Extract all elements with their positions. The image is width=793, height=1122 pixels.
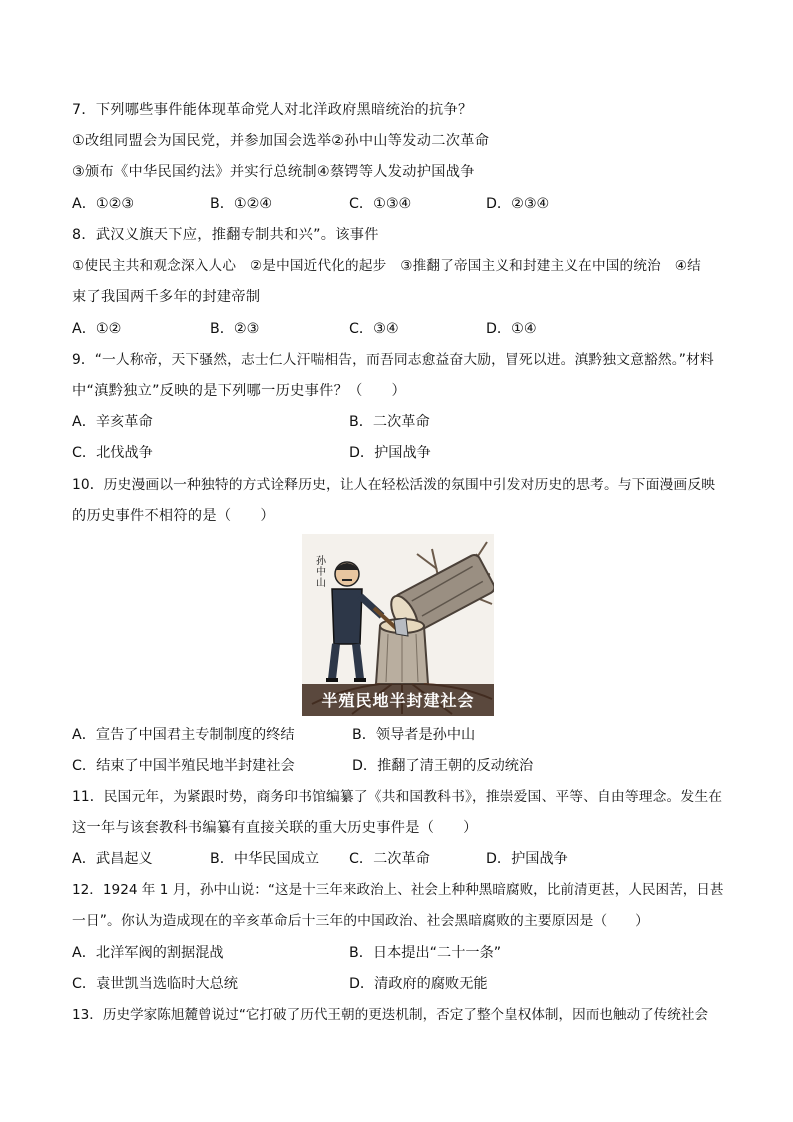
q8-stem: 8．武汉义旗天下应，推翻专制共和兴”。该事件 (72, 227, 379, 243)
q7-items-line1: ①改组同盟会为国民党，并参加国会选举②孙中山等发动二次革命 (72, 133, 490, 149)
q12-option-a[interactable]: A．北洋军阀的割据混战 (72, 945, 224, 961)
q8-option-a[interactable]: A．①② (72, 321, 122, 337)
q7-option-d[interactable]: D．②③④ (486, 196, 550, 212)
q12-option-b[interactable]: B．日本提出“二十一条” (349, 945, 502, 961)
q10-option-d[interactable]: D．推翻了清王朝的反动统治 (352, 758, 534, 774)
q11-option-b[interactable]: B．中华民国成立 (210, 851, 320, 867)
q12-option-d[interactable]: D．清政府的腐败无能 (349, 976, 488, 992)
q11-stem-line2: 这一年与该套教科书编纂有直接关联的重大历史事件是（ ） (72, 820, 478, 836)
q12-option-c[interactable]: C．袁世凯当选临时大总统 (72, 976, 238, 992)
q9-option-d[interactable]: D．护国战争 (349, 445, 431, 461)
q10-option-c[interactable]: C．结束了中国半殖民地半封建社会 (72, 758, 295, 774)
q8-items-line1: ①使民主共和观念深入人心 ②是中国近代化的起步 ③推翻了帝国主义和封建主义在中国的统治 ④结 (72, 258, 701, 274)
q11-option-a[interactable]: A．武昌起义 (72, 851, 153, 867)
q10-cartoon (302, 534, 494, 716)
q11-option-c[interactable]: C．二次革命 (349, 851, 430, 867)
q7-option-c[interactable]: C．①③④ (349, 196, 412, 212)
q9-stem-line2: 中“滇黔独立”反映的是下列哪一历史事件？（ ） (72, 383, 407, 399)
q10-option-a[interactable]: A．宣告了中国君主专制制度的终结 (72, 727, 295, 743)
q8-option-b[interactable]: B．②③ (210, 321, 260, 337)
q13-stem-line1: 13．历史学家陈旭麓曾说过“它打破了历代王朝的更迭机制，否定了整个皇权体制，因而也触动了传统社会 (72, 1007, 709, 1023)
q8-option-d[interactable]: D．①④ (486, 321, 537, 337)
cartoon-person-label: 孙中山 (316, 556, 326, 589)
q9-stem-line1: 9．“一人称帝，天下骚然，志士仁人汗喘相告，而吾同志愈益奋大励，冒死以进。滇黔独文意豁然。”材料 (72, 352, 714, 368)
q11-stem-line1: 11．民国元年，为紧跟时势，商务印书馆编纂了《共和国教科书》，推崇爱国、平等、自由等理念。发生在 (72, 789, 723, 805)
q10-stem-line1: 10．历史漫画以一种独特的方式诠释历史，让人在轻松活泼的氛围中引发对历史的思考。与下面漫画反映 (72, 477, 716, 493)
q8-items-line2: 束了我国两千多年的封建帝制 (72, 289, 261, 305)
q9-option-b[interactable]: B．二次革命 (349, 414, 430, 430)
q9-option-c[interactable]: C．北伐战争 (72, 445, 153, 461)
q7-items-line2: ③颁布《中华民国约法》并实行总统制④蔡锷等人发动护国战争 (72, 164, 475, 180)
q11-option-d[interactable]: D．护国战争 (486, 851, 568, 867)
q12-stem-line2: 一日”。你认为造成现在的辛亥革命后十三年的中国政治、社会黑暗腐败的主要原因是（ ） (72, 913, 650, 929)
q7-stem: 7．下列哪些事件能体现革命党人对北洋政府黑暗统治的抗争？ (72, 102, 473, 118)
q12-stem-line1: 12．1924 年 1 月，孙中山说：“这是十三年来政治上、社会上种种黑暗腐败，比前清更甚，人民困苦，日甚 (72, 882, 724, 898)
q7-option-a[interactable]: A．①②③ (72, 196, 135, 212)
q7-option-b[interactable]: B．①②④ (210, 196, 273, 212)
q10-option-b[interactable]: B．领导者是孙中山 (352, 727, 476, 743)
cartoon-caption: 半殖民地半封建社会 (321, 691, 475, 710)
q9-option-a[interactable]: A．辛亥革命 (72, 414, 153, 430)
q8-option-c[interactable]: C．③④ (349, 321, 399, 337)
q10-stem-line2: 的历史事件不相符的是（ ） (72, 508, 275, 524)
